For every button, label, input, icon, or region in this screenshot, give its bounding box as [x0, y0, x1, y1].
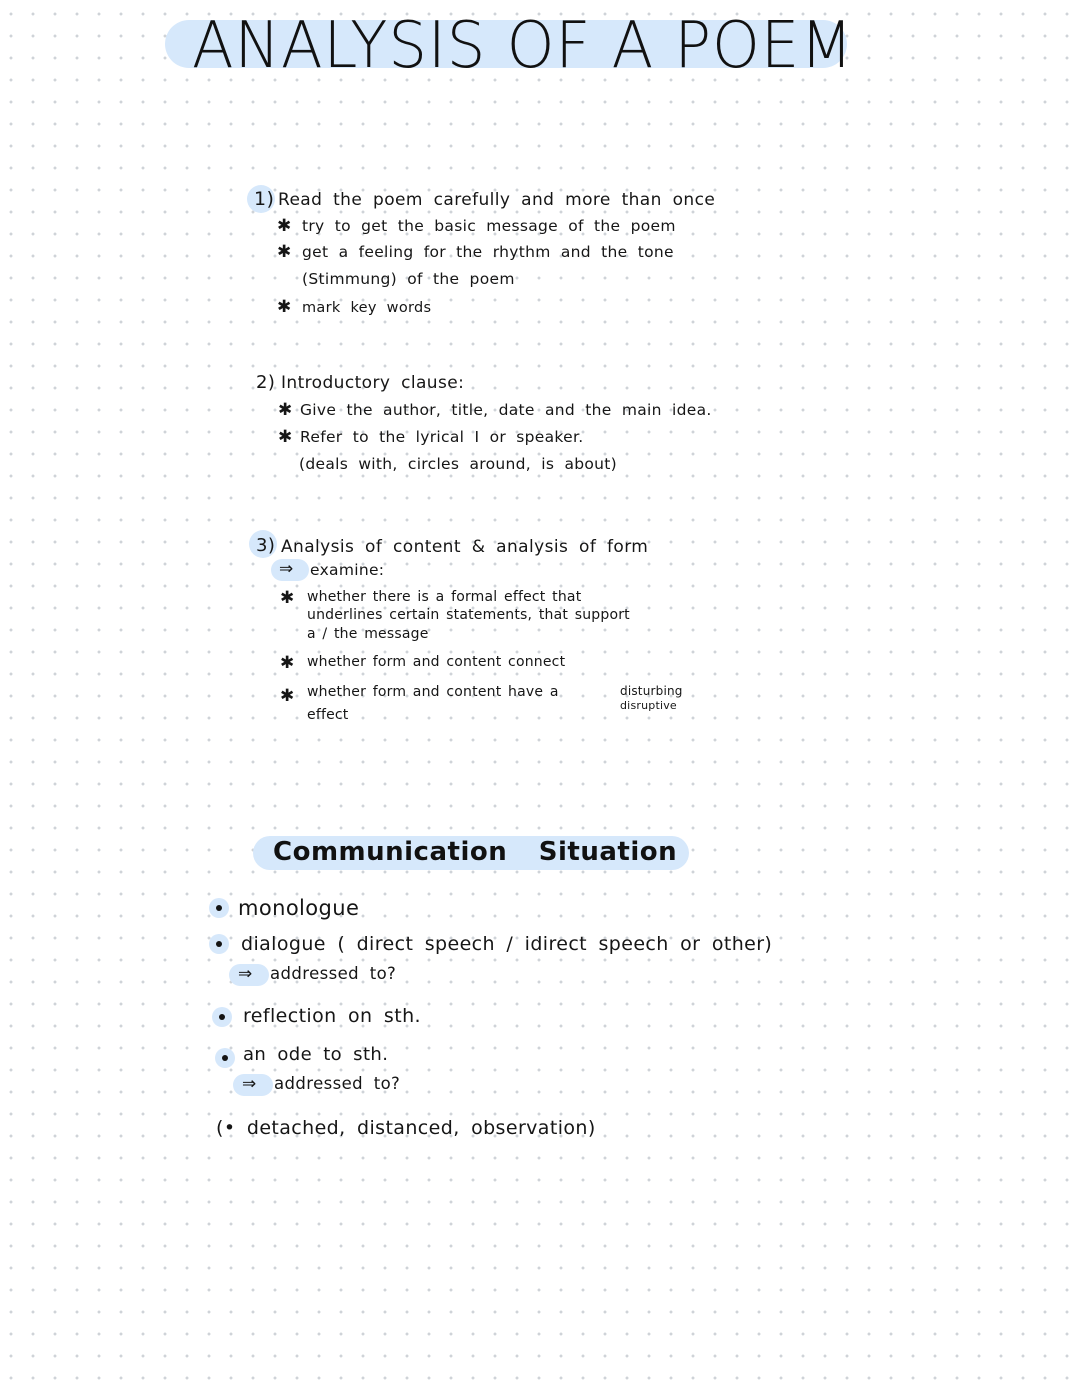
double-arrow-icon: ⇒	[238, 964, 253, 984]
step-2-heading: Introductory clause:	[281, 373, 465, 393]
step-1-bullet-continued: (Stimmung) of the poem	[302, 270, 515, 288]
asterisk-bullet-icon: ✱	[277, 242, 292, 262]
step-3-bullet-line: effect	[307, 707, 349, 723]
communication-item: dialogue ( direct speech / idirect speech or other)	[241, 933, 773, 955]
double-arrow-icon: ⇒	[279, 559, 294, 579]
step-1-bullet: try to get the basic message of the poem	[302, 217, 676, 235]
communication-heading: Communication Situation	[273, 837, 678, 867]
step-1-heading: Read the poem carefully and more than once	[278, 190, 716, 210]
step-1-bullet: mark key words	[302, 300, 432, 316]
double-arrow-icon: ⇒	[242, 1074, 257, 1094]
communication-item: (• detached, distanced, observation)	[216, 1117, 596, 1139]
step-1-number: 1)	[254, 188, 275, 210]
step-2-bullet: Give the author, title, date and the main idea.	[300, 401, 712, 419]
step-3-option: disturbing	[620, 684, 683, 698]
step-1-bullet: get a feeling for the rhythm and the tone	[302, 243, 674, 261]
step-3-heading: Analysis of content & analysis of form	[281, 537, 649, 557]
bullet-dot-icon	[216, 941, 222, 947]
step-3-bullet-line: whether form and content connect	[307, 654, 566, 670]
communication-item: an ode to sth.	[243, 1044, 389, 1065]
bullet-dot-icon	[216, 905, 222, 911]
bullet-dot-icon	[219, 1014, 225, 1020]
asterisk-bullet-icon: ✱	[280, 588, 295, 608]
asterisk-bullet-icon: ✱	[280, 686, 295, 706]
step-3-bullet-line: underlines certain statements, that support	[307, 607, 630, 623]
communication-item: reflection on sth.	[243, 1005, 421, 1027]
communication-sub: addressed to?	[270, 964, 397, 983]
step-2-note: (deals with, circles around, is about)	[299, 455, 618, 473]
step-3-bullet-line: whether there is a formal effect that	[307, 589, 582, 605]
step-2-number: 2)	[256, 372, 276, 393]
communication-item: monologue	[238, 896, 360, 920]
step-3-number: 3)	[256, 535, 276, 556]
step-3-bullet-line: whether form and content have a	[307, 684, 559, 700]
asterisk-bullet-icon: ✱	[277, 216, 292, 236]
asterisk-bullet-icon: ✱	[278, 400, 293, 420]
step-2-bullet: Refer to the lyrical I or speaker.	[300, 428, 584, 446]
step-3-bullet-line: a / the message	[307, 626, 429, 642]
asterisk-bullet-icon: ✱	[277, 297, 292, 317]
communication-sub: addressed to?	[274, 1074, 401, 1093]
asterisk-bullet-icon: ✱	[278, 427, 293, 447]
bullet-dot-icon	[222, 1055, 228, 1061]
page-title: ANALYSIS OF A POEM	[192, 9, 854, 83]
step-3-option: disruptive	[620, 699, 677, 712]
asterisk-bullet-icon: ✱	[280, 653, 295, 673]
step-3-sub: examine:	[310, 561, 385, 579]
